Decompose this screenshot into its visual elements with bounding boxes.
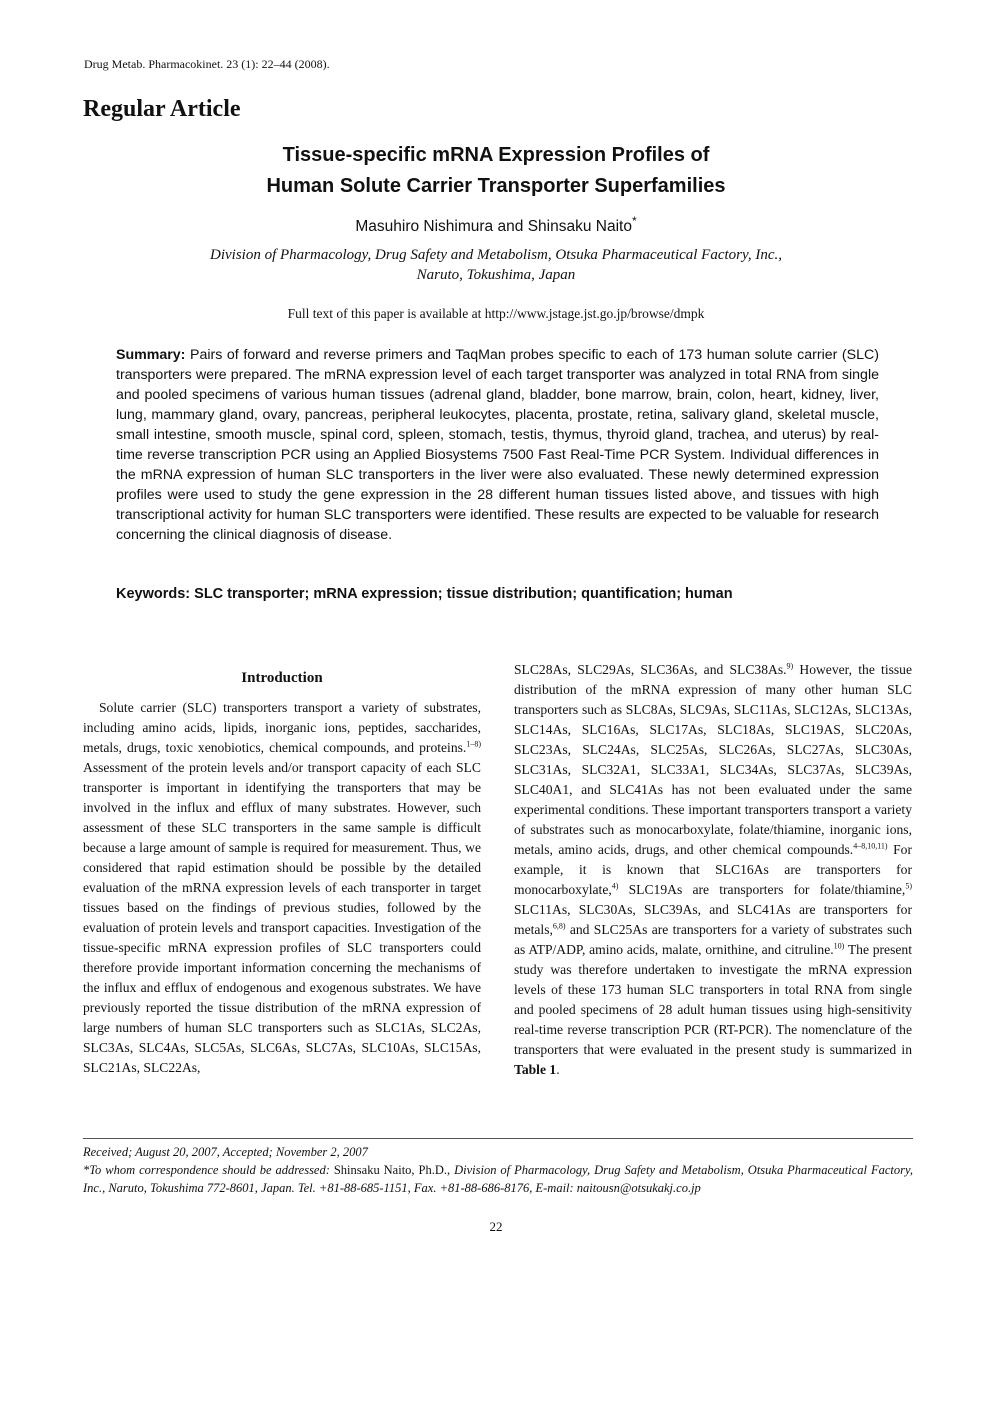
intro-text: The present study was therefore undertaken to investigate the mRNA expression levels of these 173 human SLC transporters in total RNA from single and pooled specimens of 28 adult human tissues using high-sensitivity real-time reverse transcription PCR (RT-PCR). The nomenclature of the transporters that were evaluated in the present study is summarized in <box>514 942 912 1057</box>
citation: 10) <box>833 941 845 951</box>
affiliation-line-1: Division of Pharmacology, Drug Safety and Metabolism, Otsuka Pharmaceutical Factory, Inc., <box>210 247 782 263</box>
page-number: 22 <box>489 1219 503 1234</box>
authors <box>0 213 992 236</box>
intro-text: and SLC25As are transporters for a variety of substrates such as ATP/ADP, amino acids, malate, ornithine, and citruline. <box>514 922 912 957</box>
journal-reference: Drug Metab. Pharmacokinet. 23 (1): 22–44 (2008). <box>84 57 330 71</box>
article-title <box>0 140 992 202</box>
summary-text: Pairs of forward and reverse primers and TaqMan probes specific to each of 173 human solute carrier (SLC) transporters were prepared. The mRNA expression level of each target transporter was analyzed in total RNA from single and pooled specimens of various human tissues (adrenal gland, bladder, bone marrow, brain, colon, heart, kidney, liver, lung, mammary gland, ovary, pancreas, peripheral leukocytes, placenta, prostate, retina, salivary gland, skeletal muscle, small intestine, smooth muscle, spinal cord, spleen, stomach, testis, thymus, thyroid gland, trachea, and uterus) by real-time reverse transcription PCR using an Applied Biosystems 7500 Fast Real-Time PCR System. Individual differences in the mRNA expression of human SLC transporters in the liver were also evaluated. These newly determined expression profiles were used to study the gene expression in the 28 different human tissues listed above, and tissues with high transcriptional activity for human SLC transporters were identified. These results are expected to be valuable for research concerning the clinical diagnosis of disease. <box>116 347 879 543</box>
citation: 4–8,10,11) <box>853 841 888 851</box>
correspondence-name: Shinsaku Naito, Ph.D., <box>329 1163 455 1177</box>
intro-text: . <box>556 1062 560 1077</box>
citation: 5) <box>905 881 912 891</box>
title-line-2: Human Solute Carrier Transporter Superfamilies <box>266 175 726 197</box>
author-conjunction: and <box>497 218 524 235</box>
introduction-heading: Introduction <box>241 670 323 686</box>
footnotes <box>83 1143 913 1197</box>
intro-text: For example, it is known that SLC16As are transporters for monocarboxylate, <box>514 842 912 897</box>
intro-text: Assessment of the protein levels and/or transport capacity of each SLC transporter is important in identifying the transporters that may be involved in the influx and efflux of many substrates. However, such assessment of these SLC transporters in the same sample is difficult because a large amount of sample is required for measurement. Thus, we considered that rapid estimation should be possible by the detailed evaluation of the mRNA expression levels of each transporter in target tissues based on the findings of previous studies, followed by the evaluation of protein levels and transport capacities. Investigation of the tissue-specific mRNA expression profiles of SLC transporters could therefore provide important information concerning the mechanisms of the influx and efflux of endogenous and exogenous substrates. We have previously reported the tissue distribution of the mRNA expression of large numbers of human SLC transporters such as SLC1As, SLC2As, SLC3As, SLC4As, SLC5As, SLC6As, SLC7As, SLC10As, SLC15As, SLC21As, SLC22As, <box>83 760 481 1075</box>
citation: 1–8) <box>466 739 481 749</box>
intro-text: SLC11As, SLC30As, SLC39As, and SLC41As are transporters for metals, <box>514 902 912 937</box>
citation: 6,8) <box>552 921 566 931</box>
author-2: Shinsaku Naito <box>527 218 632 235</box>
intro-right-column <box>514 660 912 1080</box>
intro-text: SLC19As are transporters for folate/thiamine, <box>618 882 906 897</box>
citation: 4) <box>611 881 619 891</box>
footnote-divider <box>83 1138 913 1139</box>
summary-label: Summary: <box>116 347 186 363</box>
correspondence-label: *To whom correspondence should be addressed: <box>83 1163 330 1177</box>
affiliation <box>0 245 992 285</box>
correspondence <box>83 1161 913 1197</box>
affiliation-line-2: Naruto, Tokushima, Japan <box>416 267 576 283</box>
fulltext-availability: Full text of this paper is available at http://www.jstage.jst.go.jp/browse/dmpk <box>287 306 705 321</box>
article-type-heading: Regular Article <box>83 96 241 122</box>
title-line-1: Tissue-specific mRNA Expression Profiles of <box>282 144 710 166</box>
corresponding-mark: * <box>631 213 637 228</box>
received-dates: Received; August 20, 2007, Accepted; November 2, 2007 <box>83 1145 368 1159</box>
summary-block <box>116 345 879 545</box>
author-1: Masuhiro Nishimura <box>355 218 494 235</box>
intro-left-column <box>83 698 481 1078</box>
citation: 9) <box>786 661 794 671</box>
intro-text: SLC28As, SLC29As, SLC36As, and SLC38As. <box>514 662 787 677</box>
keywords: Keywords: SLC transporter; mRNA expression; tissue distribution; quantification; human <box>116 586 733 602</box>
table-reference: Table 1 <box>514 1062 557 1077</box>
correspondence-address: Division of Pharmacology, Drug Safety and Metabolism, Otsuka Pharmaceutical Factory, Inc., Naruto, Tokushima 772-8601, Japan. Tel. +81-88-685-1151, Fax. +81-88-686-8176, E-mail: naitousn@otsukakj.co.jp <box>83 1163 913 1195</box>
intro-text: Solute carrier (SLC) transporters transport a variety of substrates, including amino acids, lipids, inorganic ions, peptides, saccharides, metals, drugs, toxic xenobiotics, chemical compounds, and proteins. <box>83 700 481 755</box>
intro-text: However, the tissue distribution of the mRNA expression of many other human SLC transporters such as SLC8As, SLC9As, SLC11As, SLC12As, SLC13As, SLC14As, SLC16As, SLC17As, SLC18As, SLC19AS, SLC20As, SLC23As, SLC24As, SLC25As, SLC26As, SLC27As, SLC30As, SLC31As, SLC32A1, SLC33A1, SLC34As, SLC37As, SLC39As, SLC40A1, and SLC41As has not been evaluated under the same experimental conditions. These important transporters transport a variety of substrates such as monocarboxylate, folate/thiamine, inorganic ions, metals, amino acids, drugs, and other chemical compounds. <box>514 662 913 857</box>
